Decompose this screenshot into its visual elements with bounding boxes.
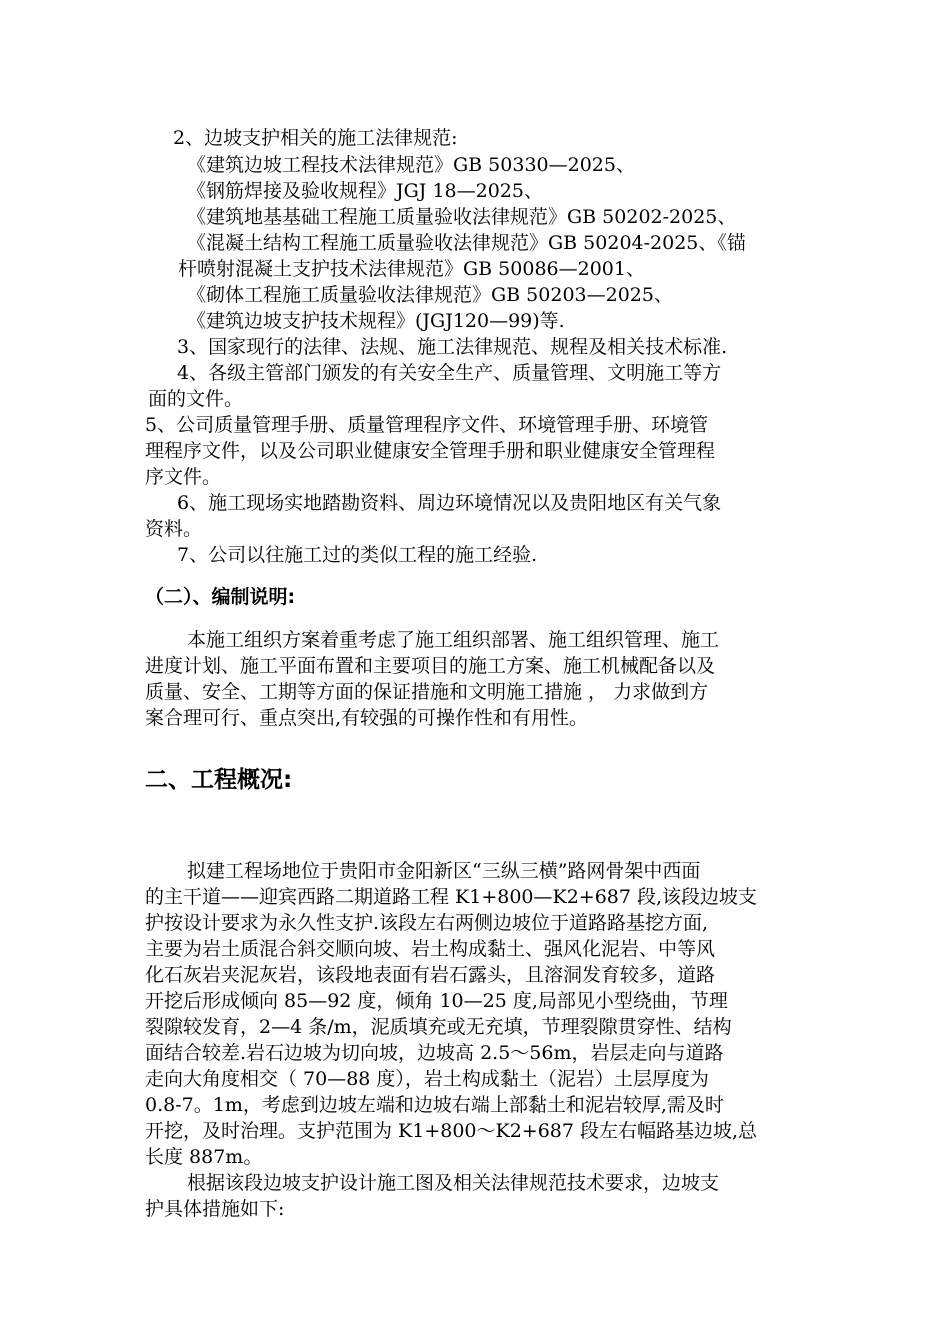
paragraph-line: 案合理可行、重点突出,有较强的可操作性和有用性。 xyxy=(145,707,589,729)
paragraph-line: 根据该段边坡支护设计施工图及相关法律规范技术要求，边坡支 xyxy=(187,1172,720,1194)
paragraph-line: 走向大角度相交（ 70—88 度），岩土构成黏土（泥岩）土层厚度为 xyxy=(145,1068,709,1090)
paragraph-line: 本施工组织方案着重考虑了施工组织部署、施工组织管理、施工 xyxy=(187,629,720,651)
basis-reference-cont: 杆喷射混凝土支护技术法律规范》GB 50086—2001、 xyxy=(178,258,645,280)
paragraph-line: 开挖，及时治理。支护范围为 K1+800～K2+687 段左右幅路基边坡,总 xyxy=(145,1120,758,1142)
paragraph-line: 拟建工程场地位于贵阳市金阳新区“三纵三横”路网骨架中西面 xyxy=(187,860,701,882)
basis-reference: 《建筑边坡支护技术规程》(JGJ120—99)等. xyxy=(187,310,565,332)
paragraph-line: 面结合较差.岩石边坡为切向坡，边坡高 2.5～56m，岩层走向与道路 xyxy=(145,1042,724,1064)
paragraph-line: 0.8-7。1m，考虑到边坡左端和边坡右端上部黏土和泥岩较厚,需及时 xyxy=(145,1094,724,1116)
paragraph-line: 质量、安全、工期等方面的保证措施和文明施工措施 ， 力求做到方 xyxy=(145,681,709,703)
paragraph-line: 主要为岩土质混合斜交顺向坡、岩土构成黏土、强风化泥岩、中等风 xyxy=(145,938,716,960)
basis-reference: 《砌体工程施工质量验收法律规范》GB 50203—2025、 xyxy=(187,284,673,306)
paragraph-line: 进度计划、施工平面布置和主要项目的施工方案、施工机械配备以及 xyxy=(145,655,716,677)
basis-item-5-cont: 理程序文件，以及公司职业健康安全管理手册和职业健康安全管理程 xyxy=(145,440,716,462)
paragraph-line: 护按设计要求为永久性支护.该段左右两侧边坡位于道路路基挖方面, xyxy=(145,912,709,934)
basis-reference: 《建筑地基基础工程施工质量验收法律规范》GB 50202-2025、 xyxy=(187,206,737,228)
basis-item-2-title: 2、边坡支护相关的施工法律规范: xyxy=(173,127,458,149)
paragraph-line: 护具体措施如下: xyxy=(145,1198,285,1220)
paragraph-line: 的主干道——迎宾西路二期道路工程 K1+800—K2+687 段,该段边坡支 xyxy=(145,886,758,908)
basis-item-3: 3、国家现行的法律、法规、施工法律规范、规程及相关技术标准. xyxy=(177,336,728,358)
basis-reference: 《建筑边坡工程技术法律规范》GB 50330—2025、 xyxy=(187,154,635,176)
basis-item-5-cont: 序文件。 xyxy=(145,466,222,488)
paragraph-line: 长度 887m。 xyxy=(145,1146,263,1168)
basis-reference: 《混凝土结构工程施工质量验收法律规范》GB 50204-2025、《锚 xyxy=(187,232,746,254)
basis-item-6-cont: 资料。 xyxy=(145,518,203,540)
basis-item-7: 7、公司以往施工过的类似工程的施工经验. xyxy=(177,544,538,566)
chapter-heading-project-overview: 二、工程概况: xyxy=(145,767,293,793)
basis-item-4-cont: 面的文件。 xyxy=(148,388,244,410)
basis-item-6: 6、施工现场实地踏勘资料、周边环境情况以及贵阳地区有关气象 xyxy=(177,492,722,514)
basis-item-4: 4、各级主管部门颁发的有关安全生产、质量管理、文明施工等方 xyxy=(177,362,722,384)
basis-item-5: 5、公司质量管理手册、质量管理程序文件、环境管理手册、环境管 xyxy=(145,414,709,436)
section-heading-compilation-notes: （二）、编制说明: xyxy=(145,586,296,608)
paragraph-line: 裂隙较发育，2—4 条/m，泥质填充或无充填，节理裂隙贯穿性、结构 xyxy=(145,1016,732,1038)
basis-reference: 《钢筋焊接及验收规程》JGJ 18—2025、 xyxy=(187,180,543,202)
paragraph-line: 开挖后形成倾向 85—92 度，倾角 10—25 度,局部见小型绕曲，节理 xyxy=(145,990,728,1012)
paragraph-line: 化石灰岩夹泥灰岩，该段地表面有岩石露头，且溶洞发育较多，道路 xyxy=(145,964,716,986)
